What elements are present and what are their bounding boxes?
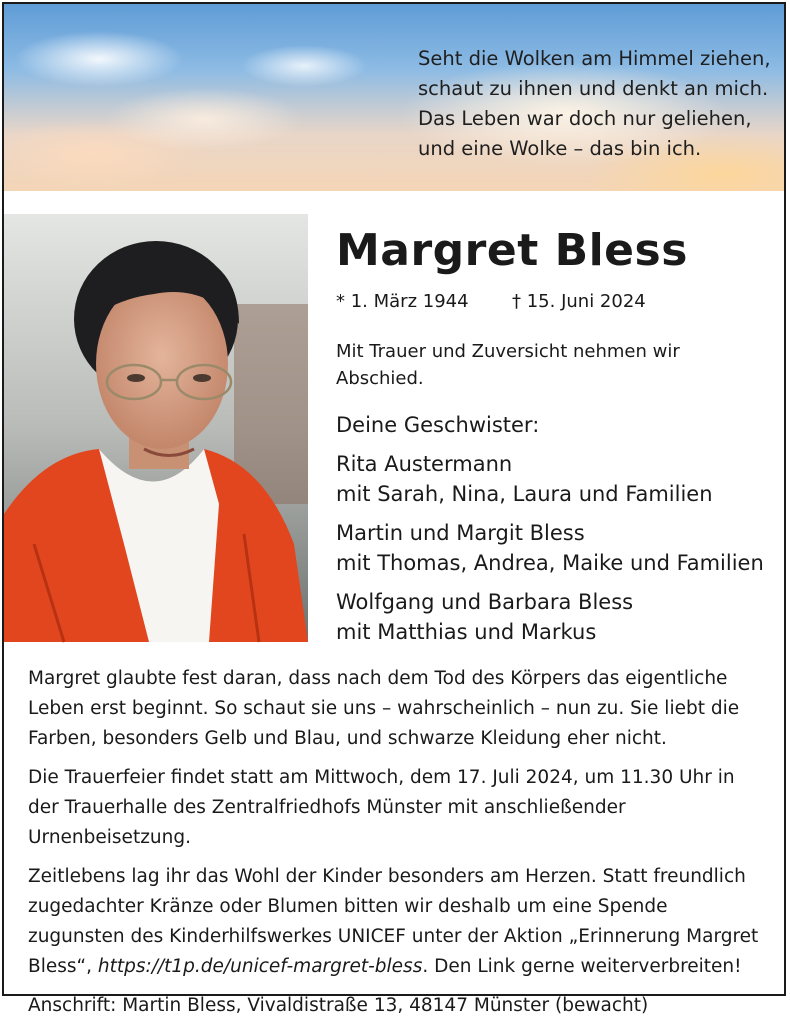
mourner-name: Rita Austermann (336, 452, 513, 476)
sky-banner (4, 4, 784, 191)
mourner-group (336, 587, 764, 647)
funeral-paragraph: Die Trauerfeier findet statt am Mittwoch, dem 17. Juli 2024, um 11.30 Uhr in der Trauerhalle des Zentralfriedhofs Münster mit anschließender Urnenbeisetzung. (28, 767, 735, 848)
poem-line: Das Leben war doch nur geliehen, (418, 107, 752, 130)
address-line: Anschrift: Martin Bless, Vivaldistraße 13, 48147 Münster (bewacht) (28, 995, 649, 1016)
mourners-list (336, 410, 764, 656)
mourner-family: mit Matthias und Markus (336, 620, 597, 644)
poem-line: Seht die Wolken am Himmel ziehen, (418, 47, 771, 70)
poem-line: und eine Wolke – das bin ich. (418, 137, 702, 160)
mourner-family: mit Sarah, Nina, Laura und Familien (336, 482, 713, 506)
belief-paragraph: Margret glaubte fest daran, dass nach dem Tod des Körpers das eigentliche Leben erst beginnt. So schaut sie uns – wahrscheinlich – nun zu. Sie liebt die Farben, besonders Gelb und Blau, und schwarze Kleidung eher nicht. (28, 668, 740, 749)
donation-end: . Den Link gerne weiterverbreiten! (422, 956, 742, 977)
poem-line: schaut zu ihnen und denkt an mich. (418, 77, 769, 100)
deceased-name: Margret Bless (336, 225, 688, 276)
portrait-photo (4, 214, 308, 642)
poem (418, 44, 771, 164)
donation-paragraph (28, 862, 768, 982)
death-date: † 15. Juni 2024 (512, 291, 646, 312)
mourner-group (336, 449, 764, 509)
mourner-family: mit Thomas, Andrea, Maike und Familien (336, 551, 764, 575)
obituary-notice (2, 2, 786, 1016)
mourner-name: Wolfgang und Barbara Bless (336, 590, 634, 614)
mourners-intro: Deine Geschwister: (336, 413, 540, 437)
portrait-illustration (4, 214, 308, 642)
mourner-group (336, 518, 764, 578)
donation-link[interactable]: https://t1p.de/unicef-margret-bless (97, 956, 423, 977)
notice-body (28, 664, 768, 1030)
mourner-name: Martin und Margit Bless (336, 521, 585, 545)
donation-text: Zeitlebens lag ihr das Wohl der Kinder besonders am Herzen. Statt freundlich zugedachter Kränze oder Blumen bitten wir deshalb um eine Spende zugunsten des Kinderhilfswerkes UNICEF unter der Aktion „Erinnerung Margret Bless“, (28, 866, 759, 977)
farewell-text: Mit Trauer und Zuversicht nehmen wir Abschied. (336, 341, 680, 389)
birth-date: * 1. März 1944 (336, 291, 469, 312)
